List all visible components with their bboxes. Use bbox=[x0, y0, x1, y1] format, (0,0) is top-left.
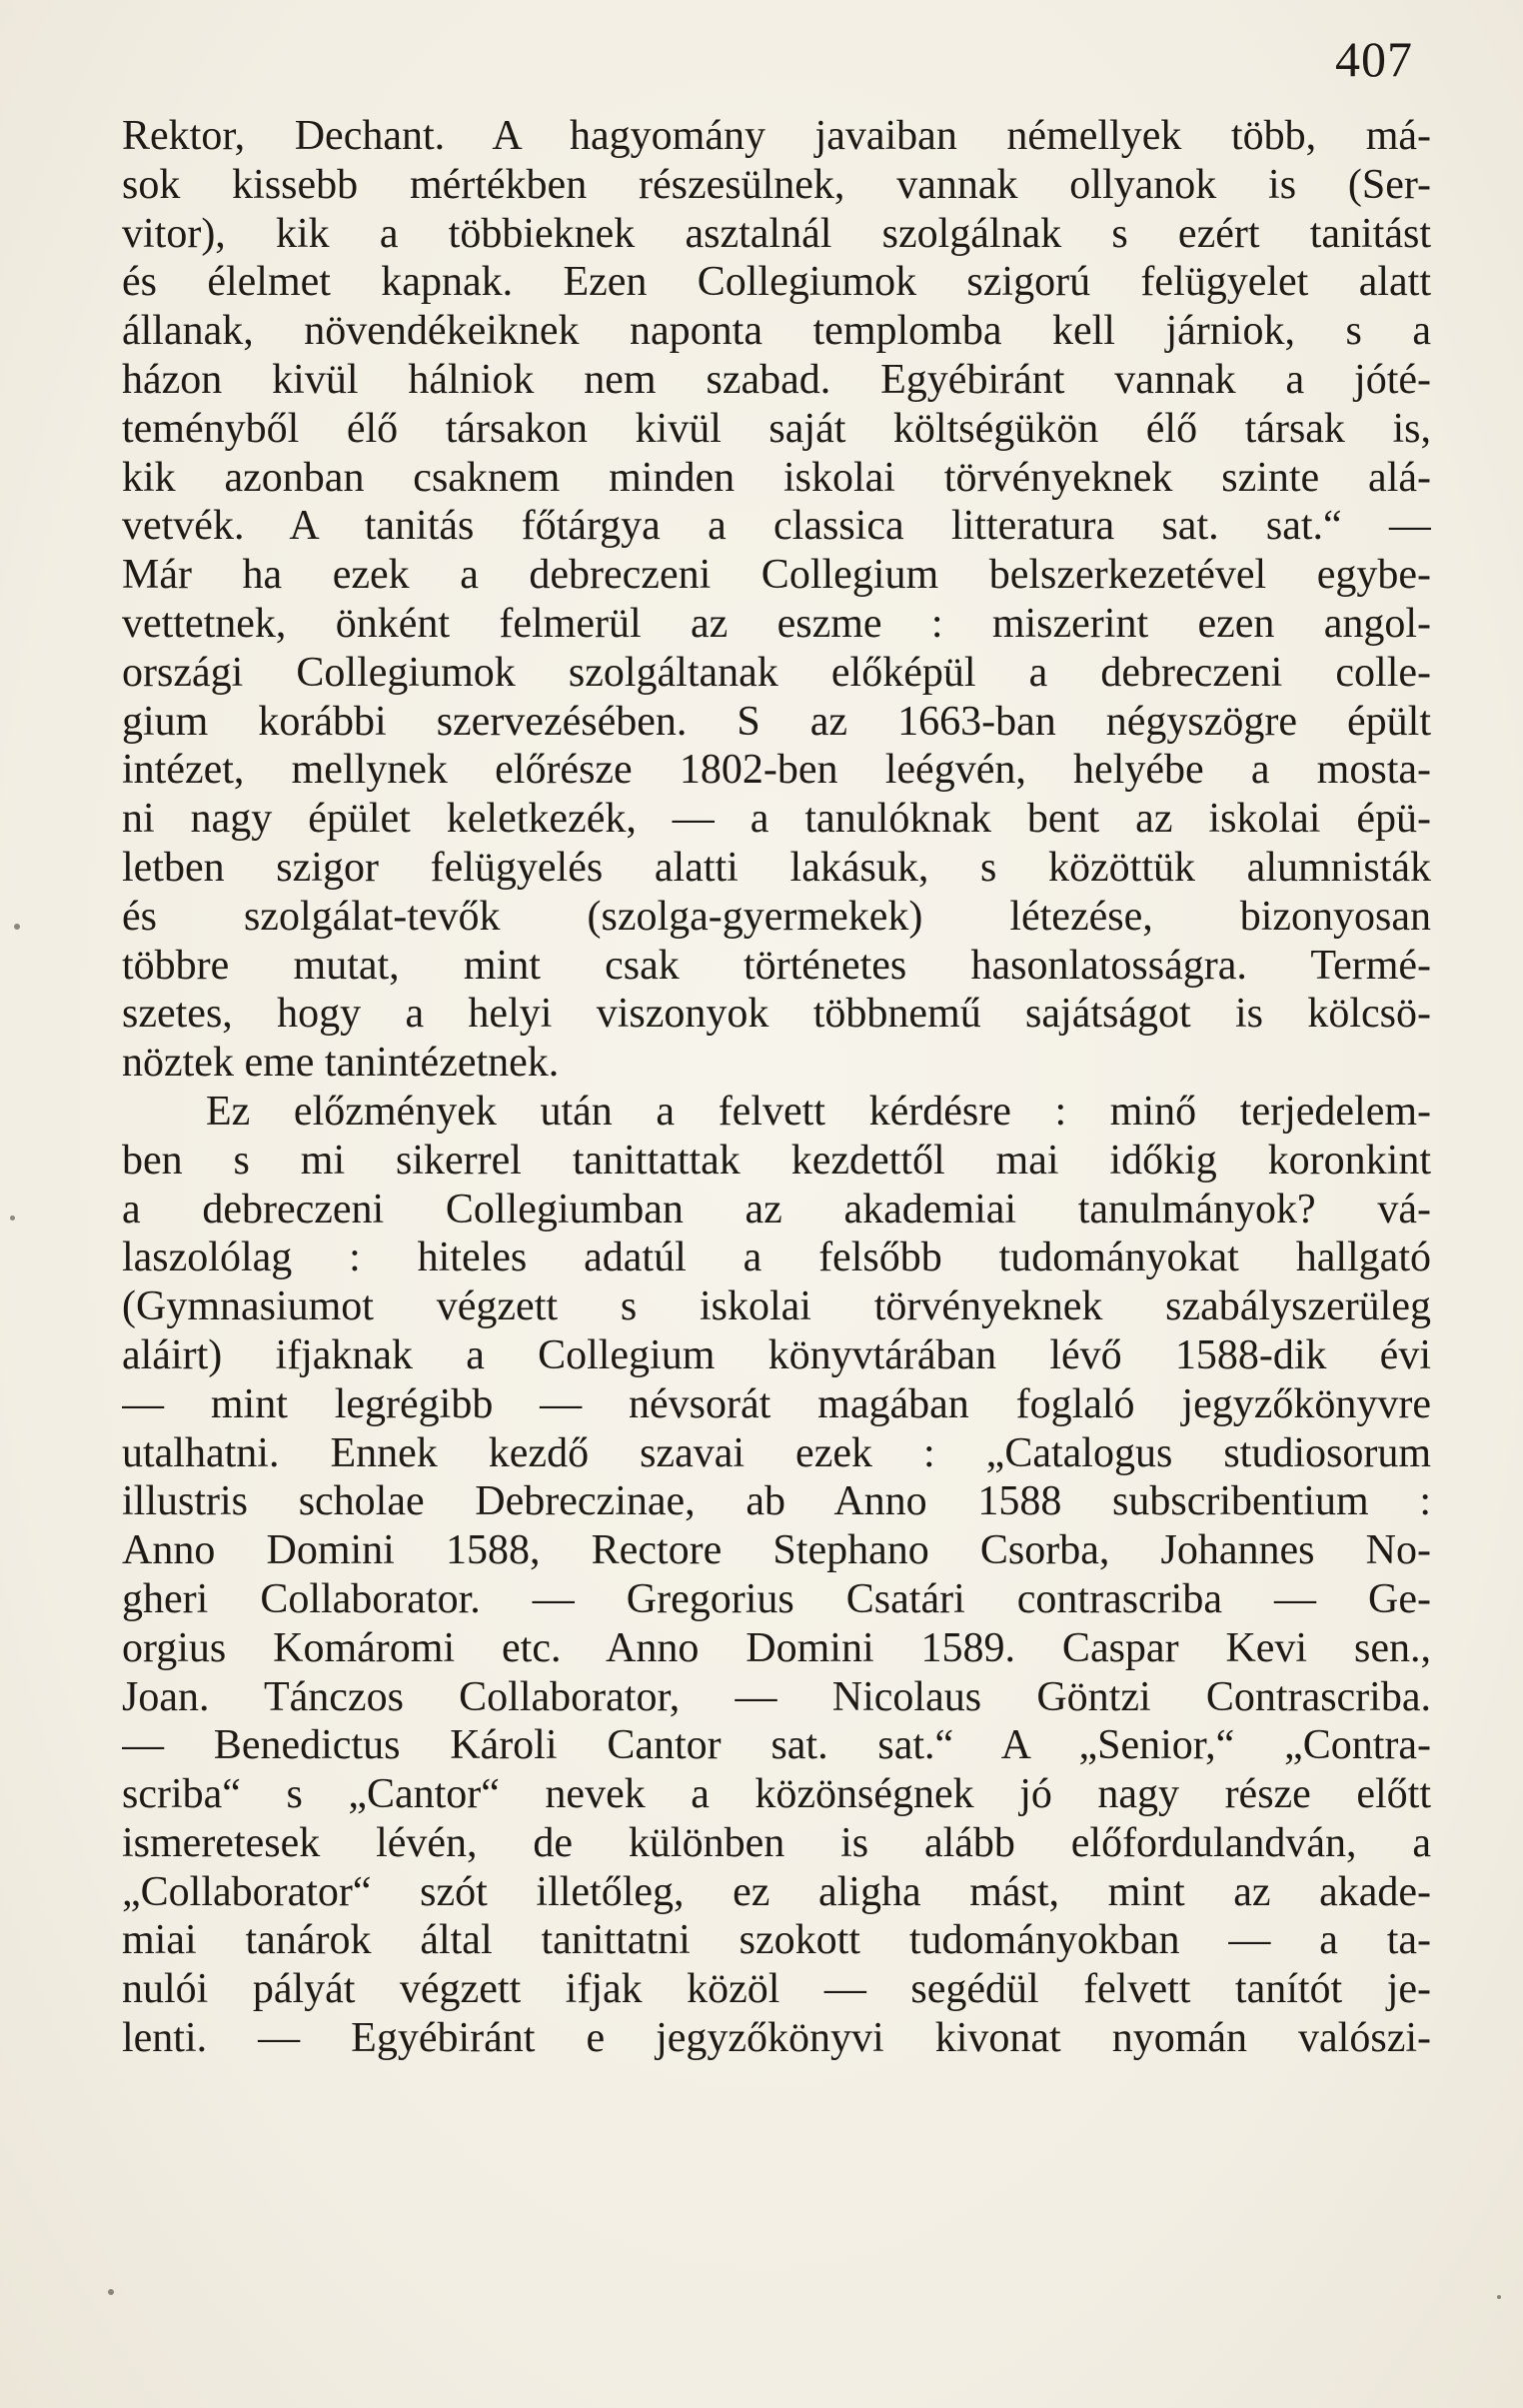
text-line: szetes, hogy a helyi viszonyok többnemű sajátságot is kölcsö- bbox=[122, 991, 1431, 1038]
text-line: nulói pályát végzett ifjak közöl — segédül felvett tanítót je- bbox=[122, 1966, 1431, 2013]
text-line: vettetnek, önként felmerül az eszme : miszerint ezen angol- bbox=[122, 600, 1431, 647]
text-line: miai tanárok által tanittatni szokott tudományokban — a ta- bbox=[122, 1917, 1431, 1964]
text-line: többre mutat, mint csak történetes hasonlatosságra. Termé- bbox=[122, 942, 1431, 989]
text-line: intézet, mellynek előrésze 1802-ben leégvén, helyébe a mosta- bbox=[122, 747, 1431, 794]
paper-speck bbox=[1497, 2295, 1501, 2299]
text-line: — Benedictus Károli Cantor sat. sat.“ A „Senior,“ „Contra- bbox=[122, 1722, 1431, 1769]
body-text bbox=[122, 112, 1431, 2063]
text-line: teményből élő társakon kivül saját költségükön élő társak is, bbox=[122, 405, 1431, 452]
text-line: (Gymnasiumot végzett s iskolai törvényeknek szabályszerüleg bbox=[122, 1283, 1431, 1330]
text-line: a debreczeni Collegiumban az akademiai tanulmányok? vá- bbox=[122, 1186, 1431, 1232]
paragraph-end-line: nöztek eme tanintézetnek. bbox=[122, 1040, 560, 1087]
text-line: Rektor, Dechant. A hagyomány javaiban némellyek több, má- bbox=[122, 113, 1431, 159]
text-line: orgius Komáromi etc. Anno Domini 1589. Caspar Kevi sen., bbox=[122, 1624, 1431, 1671]
text-line: ismeretesek lévén, de különben is alább előfordulandván, a bbox=[122, 1819, 1431, 1866]
text-line: gium korábbi szervezésében. S az 1663-ban négyszögre épült bbox=[122, 698, 1431, 745]
text-line: és szolgálat-tevők (szolga-gyermekek) létezése, bizonyosan bbox=[122, 893, 1431, 940]
text-line: Már ha ezek a debreczeni Collegium belszerkezetével egybe- bbox=[122, 552, 1431, 599]
text-line: és élelmet kapnak. Ezen Collegiumok szigorú felügyelet alatt bbox=[122, 259, 1431, 306]
text-line: lenti. — Egyébiránt e jegyzőkönyvi kivonat nyomán valószi- bbox=[122, 2015, 1431, 2062]
text-line: aláirt) ifjaknak a Collegium könyvtárában lévő 1588-dik évi bbox=[122, 1331, 1431, 1378]
text-line: Anno Domini 1588, Rectore Stephano Csorba, Johannes No- bbox=[122, 1527, 1431, 1574]
text-line: állanak, növendékeiknek naponta templomba kell járniok, s a bbox=[122, 308, 1431, 355]
text-line: ben s mi sikerrel tanittattak kezdettől mai időkig koronkint bbox=[122, 1137, 1431, 1184]
text-line: scriba“ s „Cantor“ nevek a közönségnek jó nagy része előtt bbox=[122, 1771, 1431, 1818]
text-line: országi Collegiumok szolgáltanak előképül a debreczeni colle- bbox=[122, 649, 1431, 696]
text-line: gheri Collaborator. — Gregorius Csatári contrascriba — Ge- bbox=[122, 1575, 1431, 1622]
text-line: utalhatni. Ennek kezdő szavai ezek : „Catalogus studiosorum bbox=[122, 1429, 1431, 1476]
text-line: Joan. Tánczos Collaborator, — Nicolaus Göntzi Contrascriba. bbox=[122, 1673, 1431, 1720]
text-line: — mint legrégibb — névsorát magában foglaló jegyzőkönyvre bbox=[122, 1380, 1431, 1427]
text-line: „Collaborator“ szót illetőleg, ez aligha mást, mint az akade- bbox=[122, 1868, 1431, 1915]
text-line: sok kissebb mértékben részesülnek, vannak ollyanok is (Ser- bbox=[122, 161, 1431, 208]
paper-speck bbox=[14, 924, 20, 930]
paragraph-start-line: Ez előzmények után a felvett kérdésre : minő terjedelem- bbox=[206, 1088, 1431, 1135]
text-line: kik azonban csaknem minden iskolai törvényeknek szinte alá- bbox=[122, 454, 1431, 501]
text-line: letben szigor felügyelés alatti lakásuk, s közöttük alumnisták bbox=[122, 844, 1431, 891]
text-line: házon kivül hálniok nem szabad. Egyébiránt vannak a jóté- bbox=[122, 356, 1431, 403]
text-line: vitor), kik a többieknek asztalnál szolgálnak s ezért tanitást bbox=[122, 210, 1431, 257]
paper-speck bbox=[108, 2289, 114, 2295]
paper-speck bbox=[10, 1215, 15, 1220]
text-line: ni nagy épület keletkezék, — a tanulóknak bent az iskolai épü- bbox=[122, 796, 1431, 843]
page-number: 407 bbox=[1335, 31, 1413, 87]
text-line: vetvék. A tanitás főtárgya a classica litteratura sat. sat.“ — bbox=[122, 503, 1431, 550]
text-line: laszolólag : hiteles adatúl a felsőbb tudományokat hallgató bbox=[122, 1234, 1431, 1281]
text-line: illustris scholae Debreczinae, ab Anno 1588 subscribentium : bbox=[122, 1478, 1431, 1525]
